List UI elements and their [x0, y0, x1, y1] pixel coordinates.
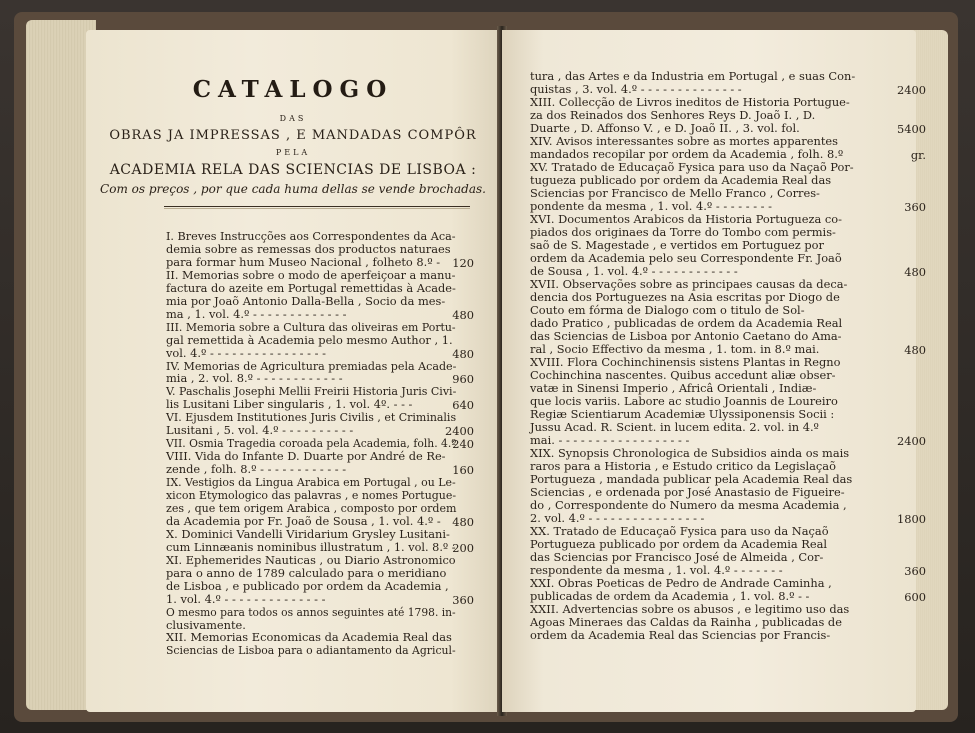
- header-rule: [164, 206, 470, 207]
- catalog-line: demia sobre as remessas dos productos naturaes: [166, 241, 451, 256]
- catalog-line: publicadas de ordem da Academia , 1. vol. 8.º - -: [530, 589, 810, 603]
- catalog-line: da Academia por Fr. Joaõ de Sousa , 1. vol. 4.º -: [166, 513, 441, 528]
- catalog-price: 120: [452, 255, 474, 270]
- catalog-line: za dos Reinados dos Senhores Reys D. Joaõ I. , D.: [530, 108, 816, 122]
- catalog-line: XVI. Documentos Arabicos da Historia Portugueza co-: [530, 212, 843, 226]
- catalog-line: II. Memorias sobre o modo de aperfeiçoar a manu-: [166, 267, 456, 282]
- catalog-line: lis Lusitani Liber singularis , 1. vol. 4º. - - -: [166, 397, 413, 412]
- catalog-price: 480: [452, 346, 474, 361]
- catalog-line: para formar hum Museo Nacional , folheto 8.º -: [166, 254, 441, 269]
- catalog-price: 640: [452, 398, 474, 413]
- catalog-line: do , Correspondente do Numero da mesma Academia ,: [530, 498, 847, 512]
- catalog-price: gr.: [910, 148, 926, 162]
- catalog-price: 480: [904, 265, 926, 279]
- catalog-line: XIII. Collecção de Livros ineditos de Historia Portugue-: [530, 95, 850, 109]
- catalog-price: 2400: [897, 83, 926, 97]
- catalog-line: XVIII. Flora Cochinchinensis sistens Plantas in Regno: [530, 355, 841, 369]
- catalog-line: XXII. Advertencias sobre os abusos , e legitimo uso das: [530, 602, 850, 616]
- catalog-line: IX. Vestigios da Lingua Arabica em Portugal , ou Le-: [166, 475, 456, 490]
- catalog-line: que locis variis. Labore ac studio Joannis de Loureiro: [530, 394, 838, 408]
- catalog-line: para o anno de 1789 calculado para o meridiano: [166, 565, 447, 580]
- catalog-line: XV. Tratado de Educaçaõ Fysica para uso da Naçaõ Por-: [530, 160, 854, 174]
- catalog-line: Regiæ Scientiarum Academiæ Ulyssiponensis Socii :: [530, 407, 835, 421]
- catalog-price: 480: [904, 343, 926, 357]
- catalog-line: xicon Etymologico das palavras , e nomes Portugue-: [166, 488, 457, 502]
- catalog-price: 2400: [445, 424, 474, 439]
- catalog-line: raros para a Historia , e Estudo critico da Legislaçaõ: [530, 459, 836, 473]
- catalog-line: zende , folh. 8.º - - - - - - - - - - - -: [166, 462, 347, 477]
- catalog-line: factura do azeite em Portugal remettidas à Acade-: [166, 280, 456, 295]
- catalog-line: Couto em fórma de Dialogo com o titulo de Sol-: [530, 303, 805, 317]
- header-das: DAS: [279, 114, 307, 123]
- catalog-line: 1. vol. 4.º - - - - - - - - - - - - - -: [166, 591, 326, 606]
- catalog-line: 2. vol. 4.º - - - - - - - - - - - - - - - -: [530, 511, 705, 525]
- catalog-line: ordem da Academia pelo seu Correspondente Fr. Joaõ: [530, 251, 842, 265]
- catalog-line: VIII. Vida do Infante D. Duarte por André de Re-: [166, 449, 446, 464]
- catalog-line: IV. Memorias de Agricultura premiadas pela Acade-: [166, 358, 457, 373]
- catalog-line: Sciencias por Francisco de Mello Franco , Corres-: [530, 186, 820, 200]
- catalog-line: XIX. Synopsis Chronologica de Subsidios ainda os mais: [530, 446, 850, 460]
- catalog-line: piados dos originaes da Torre do Tombo com permis-: [530, 225, 836, 239]
- catalog-line: mai. - - - - - - - - - - - - - - - - - -: [530, 433, 690, 447]
- catalog-line: III. Memoria sobre a Cultura das oliveiras em Portu-: [166, 319, 456, 334]
- catalog-line: tugueza publicado por ordem da Academia Real das: [530, 173, 832, 187]
- catalog-line: XXI. Obras Poeticas de Pedro de Andrade Caminha ,: [530, 576, 832, 590]
- catalog-price: 2400: [897, 434, 926, 448]
- catalog-line: das Sciencias de Lisboa por Antonio Caetano do Ama-: [530, 329, 842, 343]
- catalog-line: mia por Joaõ Antonio Dalla-Bella , Socio da mes-: [166, 293, 446, 308]
- header-prices: Com os preços , por que cada huma dellas se vende brochadas.: [100, 182, 486, 196]
- catalog-price: 5400: [897, 122, 926, 136]
- catalog-line: V. Paschalis Josephi Mellii Freirii Historia Juris Civi-: [166, 384, 457, 399]
- catalog-line: O mesmo para todos os annos seguintes até 1798. in-: [166, 604, 456, 619]
- catalog-price: 360: [904, 200, 926, 214]
- catalog-line: ral , Socio Effectivo da mesma , 1. tom. in 8.º mai.: [530, 342, 820, 356]
- catalog-price: 600: [904, 590, 926, 604]
- catalog-line: ordem da Academia Real das Sciencias por Francis-: [530, 628, 831, 642]
- catalog-price: 480: [452, 307, 474, 322]
- catalog-line: cum Linnæanis nominibus illustratum , 1. vol. 8.º -: [166, 539, 456, 554]
- catalog-line: quistas , 3. vol. 4.º - - - - - - - - - - - - - -: [530, 82, 742, 96]
- catalog-line: Sciencias , e ordenada por José Anastasio de Figueire-: [530, 485, 845, 499]
- catalog-line: de Lisboa , e publicado por ordem da Academia ,: [166, 578, 449, 593]
- catalog-line: Lusitani , 5. vol. 4.º - - - - - - - - - -: [166, 423, 354, 438]
- catalog-price: 360: [904, 564, 926, 578]
- catalog-price: 480: [452, 514, 474, 529]
- catalog-line: pondente da mesma , 1. vol. 4.º - - - - - - - -: [530, 199, 772, 213]
- left-page: [86, 30, 500, 712]
- catalog-line: XVII. Observações sobre as principaes causas da deca-: [530, 277, 848, 291]
- catalog-line: VII. Osmia Tragedia coroada pela Academia, folh. 4.º: [166, 436, 457, 451]
- header-academy: ACADEMIA RELA DAS SCIENCIAS DE LISBOA :: [109, 162, 477, 178]
- catalog-line: de Sousa , 1. vol. 4.º - - - - - - - - - - - -: [530, 264, 738, 278]
- catalog-price: 240: [452, 437, 474, 452]
- catalog-line: das Sciencias por Francisco José de Almeida , Cor-: [530, 550, 824, 564]
- catalog-line: vatæ in Sinensi Imperio , Africâ Orientali , Indiæ-: [530, 381, 817, 395]
- catalog-line: Cochinchina nascentes. Quibus accedunt aliæ obser-: [530, 368, 836, 382]
- right-page: [502, 30, 926, 712]
- catalog-line: mia , 2. vol. 8.º - - - - - - - - - - - -: [166, 371, 343, 386]
- catalog-line: mandados recopilar por ordem da Academia , folh. 8.º: [530, 147, 844, 161]
- catalog-price: 160: [452, 463, 474, 478]
- catalog-line: Duarte , D. Affonso V. , e D. Joaõ II. , 3. vol. fol.: [530, 121, 800, 135]
- catalog-line: XII. Memorias Economicas da Academia Real das: [166, 630, 452, 645]
- catalog-price: 200: [452, 540, 474, 555]
- catalog-line: Sciencias de Lisboa para o adiantamento da Agricul-: [166, 643, 456, 658]
- page-title: CATALOGO: [192, 76, 394, 103]
- catalog-line: X. Dominici Vandelli Viridarium Grysley Lusitani-: [166, 526, 450, 541]
- catalog-price: 1800: [897, 512, 926, 526]
- catalog-line: saõ de S. Magestade , e vertidos em Portuguez por: [530, 238, 824, 252]
- catalog-line: Jussu Acad. R. Scient. in lucem edita. 2. vol. in 4.º: [530, 420, 819, 434]
- catalog-line: I. Breves Instrucções aos Correspondentes da Aca-: [166, 229, 456, 243]
- catalog-line: ma , 1. vol. 4.º - - - - - - - - - - - - -: [166, 306, 347, 321]
- catalog-line: Portugueza publicado por ordem da Academia Real: [530, 537, 828, 551]
- catalog-price: 360: [452, 592, 474, 607]
- catalog-line: respondente da mesma , 1. vol. 4.º - - - - - - -: [530, 563, 783, 577]
- catalog-line: vol. 4.º - - - - - - - - - - - - - - - -: [166, 345, 326, 360]
- catalog-line: clusivamente.: [166, 617, 246, 632]
- catalog-line: gal remettida à Academia pelo mesmo Author , 1.: [166, 332, 453, 347]
- catalog-line: zes , que tem origem Arabica , composto por ordem: [166, 500, 457, 515]
- catalog-line: Portugueza , mandada publicar pela Academia Real das: [530, 472, 853, 486]
- catalog-line: VI. Ejusdem Institutiones Juris Civilis , et Criminalis: [166, 410, 457, 425]
- catalog-price: 960: [452, 372, 474, 387]
- catalog-line: XI. Ephemerides Nauticas , ou Diario Astronomico: [166, 552, 456, 567]
- catalog-line: XX. Tratado de Educaçaõ Fysica para uso da Naçaõ: [530, 524, 829, 538]
- catalog-line: XIV. Avisos interessantes sobre as mortes apparentes: [530, 134, 838, 148]
- catalog-line: dencia dos Portuguezes na Asia escritas por Diogo de: [530, 290, 840, 304]
- header-subtitle: OBRAS JA IMPRESSAS , E MANDADAS COMPÔR: [109, 128, 477, 143]
- catalog-line: tura , das Artes e da Industria em Portugal , e suas Con-: [530, 69, 856, 83]
- catalog-line: dado Pratico , publicadas de ordem da Academia Real: [530, 316, 843, 330]
- catalog-line: Agoas Mineraes das Caldas da Rainha , publicadas de: [530, 615, 842, 629]
- header-pela: PELA: [275, 148, 311, 157]
